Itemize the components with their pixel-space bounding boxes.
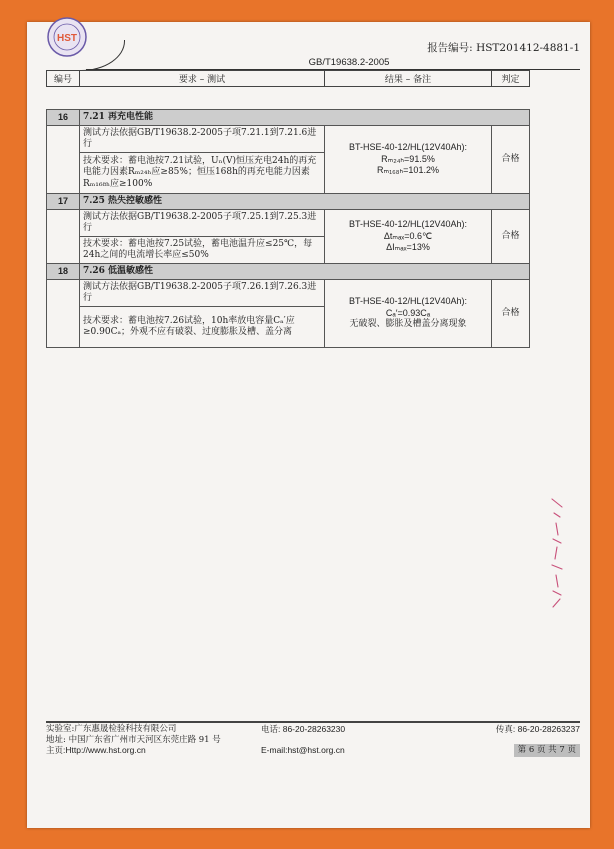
section-title: 7.25 热失控敏感性 (80, 194, 530, 210)
result-value: Cₐ′=0.93Cₐ (385, 307, 431, 318)
table-row (47, 210, 530, 237)
result-value: 无破裂、膨胀及槽盖分离现象 (349, 319, 467, 330)
technical-requirement: 技术要求：蓄电池按7.25试验，蓄电池温升应≤25℃，每24h之间的电流增长率应≤50% (80, 237, 325, 264)
test-method: 测试方法依据GB/T19638.2-2005子项7.21.1到7.21.6进行 (80, 126, 325, 153)
footer-email[interactable]: E-mail:hst@hst.org.cn (261, 745, 345, 755)
result-cell (325, 126, 492, 194)
col-requirement: 要求 – 测试 (80, 71, 325, 87)
column-header (46, 70, 530, 87)
section-number: 18 (47, 264, 80, 280)
footer-homepage[interactable]: 主页:Http://www.hst.org.cn (46, 745, 146, 755)
section-row (47, 194, 530, 210)
footer-rule (46, 721, 580, 723)
col-number: 编号 (47, 71, 80, 87)
result-cell (325, 210, 492, 264)
col-verdict: 判定 (492, 71, 530, 87)
test-method: 测试方法依据GB/T19638.2-2005子项7.25.1到7.25.3进行 (80, 210, 325, 237)
table-row (47, 280, 530, 307)
footer-tel: 电话: 86-20-28263230 (261, 724, 346, 734)
result-model: BT-HSE-40-12/HL(12V40Ah): (348, 142, 468, 153)
result-cell (325, 280, 492, 348)
result-value: Rₘ₂₄ₕ=91.5% (381, 153, 435, 164)
verdict: 合格 (492, 280, 530, 348)
page-number: 第 6 页 共 7 页 (514, 744, 580, 757)
test-method: 测试方法依据GB/T19638.2-2005子项7.26.1到7.26.3进行 (80, 280, 325, 307)
test-table (46, 98, 530, 348)
verdict: 合格 (492, 210, 530, 264)
technical-requirement: 技术要求：蓄电池按7.21试验，Uₙ(V)恒压充电24h的再充电能力因素Rₘ₂₄ₕ应≥85%；恒压168h的再充电能力因素Rₘ₁₆₈ₕ应≥100% (80, 153, 325, 194)
section-row (47, 110, 530, 126)
handwritten-mark-icon (548, 495, 566, 610)
section-title: 7.21 再充电性能 (80, 110, 530, 126)
result-model: BT-HSE-40-12/HL(12V40Ah): (348, 296, 468, 307)
footer-lab: 实验室:广东惠晟检验科技有限公司 (46, 724, 177, 734)
footer-fax: 传真: 86-20-28263237 (495, 724, 580, 734)
col-result: 结果 – 备注 (325, 71, 492, 87)
result-value: Δtₘₐₓ=0.6℃ (383, 230, 433, 241)
result-model: BT-HSE-40-12/HL(12V40Ah): (348, 219, 468, 230)
report-number: 报告编号: HST201412-4881-1 (427, 42, 580, 54)
svg-text:HST: HST (57, 33, 77, 44)
section-row (47, 264, 530, 280)
technical-requirement: 技术要求：蓄电池按7.26试验，10h率放电容量Cₐ′应≥0.90Cₐ；外观不应有破裂、过度膨胀及槽、盖分离 (80, 307, 325, 348)
table-row (47, 126, 530, 153)
footer-address: 地址: 中国广东省广州市天河区东莞庄路 91 号 (46, 734, 221, 745)
result-value: ΔIₘₐₓ=13% (386, 242, 430, 253)
result-value: Rₘ₁₆₈ₕ=101.2% (377, 165, 439, 176)
section-number: 17 (47, 194, 80, 210)
section-title: 7.26 低温敏感性 (80, 264, 530, 280)
section-number: 16 (47, 110, 80, 126)
verdict: 合格 (492, 126, 530, 194)
standard-title: GB/T19638.2-2005 (308, 57, 390, 68)
